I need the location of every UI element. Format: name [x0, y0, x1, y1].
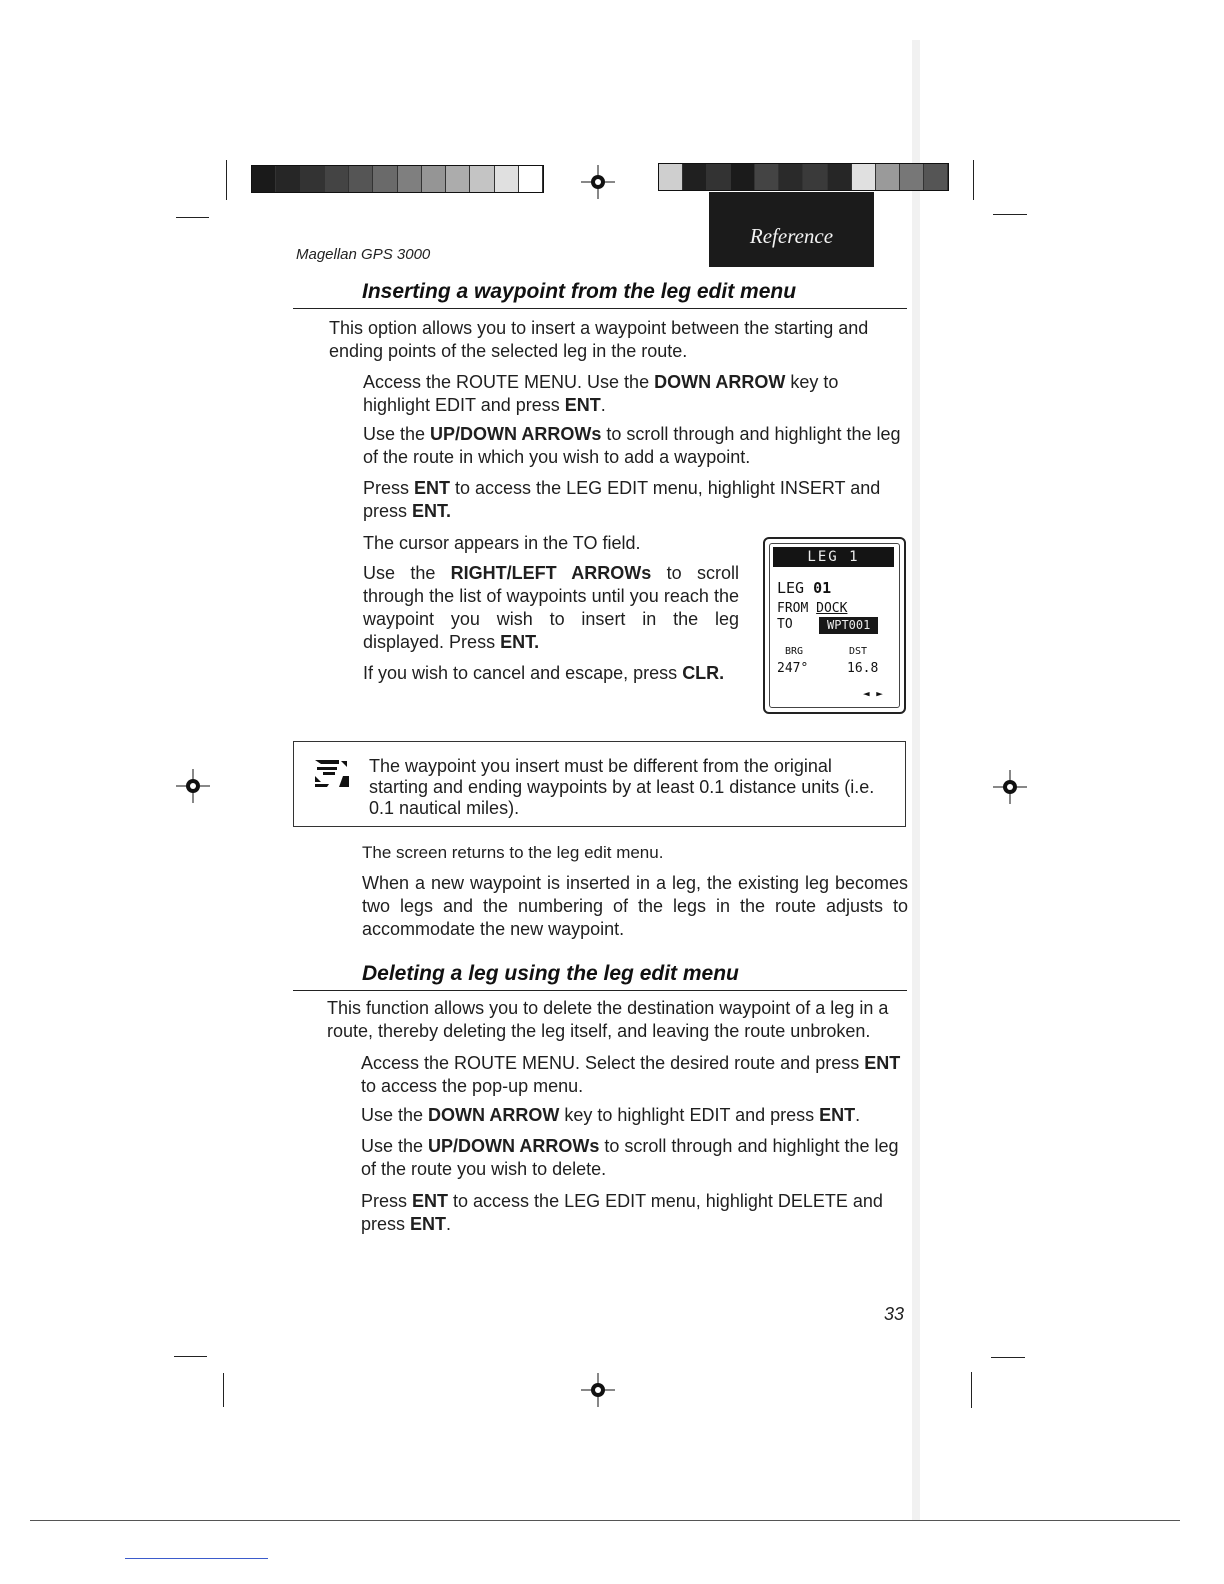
- section1-intro: This option allows you to insert a waypoint between the starting and ending points of the selected leg in the route.: [329, 318, 869, 361]
- lcd-to-row: TO: [777, 617, 793, 632]
- section1-step1: Access the ROUTE MENU. Use the DOWN ARROW key to highlight EDIT and press ENT.: [363, 372, 839, 415]
- section2-step2: Use the DOWN ARROW key to highlight EDIT and press ENT.: [361, 1105, 861, 1125]
- page-edge: [30, 1520, 1180, 1521]
- section1-step5: Use the RIGHT/LEFT ARROWs to scroll through the list of waypoints until you reach the waypoint you wish to insert in the leg displayed. Press ENT.: [363, 563, 739, 652]
- lcd-leg-row: LEG 01: [777, 579, 832, 597]
- section-rule: [293, 990, 907, 991]
- scan-shadow: [912, 40, 920, 1520]
- crop-mark: [223, 1373, 224, 1407]
- gps-lcd-screen: [763, 537, 906, 714]
- section2-step3: Use the UP/DOWN ARROWs to scroll through and highlight the leg of the route you wish to delete.: [361, 1136, 899, 1179]
- reference-tab-label: Reference: [749, 224, 834, 248]
- section1-step2: Use the UP/DOWN ARROWs to scroll through and highlight the leg of the route in which you wish to add a waypoint.: [363, 424, 901, 467]
- lcd-dst-value: 16.8: [847, 661, 879, 676]
- registration-mark-icon: [176, 769, 210, 803]
- lcd-title: LEG 1: [773, 547, 894, 567]
- note-box: [293, 741, 906, 827]
- crop-mark: [174, 1356, 207, 1357]
- section1-after1: The screen returns to the leg edit menu.: [362, 843, 664, 862]
- crop-mark: [971, 1372, 972, 1408]
- section1-step6: If you wish to cancel and escape, press CLR.: [363, 663, 725, 683]
- registration-mark-icon: [581, 1373, 615, 1407]
- section1-step4: The cursor appears in the TO field.: [363, 533, 641, 553]
- note-icon: [313, 758, 351, 788]
- note-text: The waypoint you insert must be different from the original starting and ending waypoints by at least 0.1 distance units (i.e. 0.1 nautical miles).: [369, 756, 875, 818]
- section-title-insert: Inserting a waypoint from the leg edit menu: [362, 280, 797, 303]
- reference-tab: [709, 192, 874, 267]
- lcd-to-waypoint-highlight: WPT001: [819, 617, 878, 634]
- document-source: Magellan GPS 3000: [296, 246, 431, 263]
- registration-mark-icon: [993, 770, 1027, 804]
- lcd-from-row: FROM DOCK: [777, 601, 848, 616]
- crop-mark: [973, 160, 974, 200]
- crop-mark: [991, 1357, 1025, 1358]
- blue-edge-line: [125, 1558, 268, 1559]
- registration-mark-icon: [581, 165, 615, 199]
- lcd-brg-label: BRG: [785, 646, 804, 657]
- section1-step3: Press ENT to access the LEG EDIT menu, highlight INSERT and press ENT.: [363, 478, 881, 521]
- crop-mark: [226, 160, 227, 200]
- lcd-brg-value: 247°: [777, 661, 809, 676]
- page-number: 33: [884, 1304, 905, 1324]
- crop-mark: [176, 217, 209, 218]
- section1-after2: When a new waypoint is inserted in a leg, the existing leg becomes two legs and the numbering of the legs in the route adjusts to accommodate the new waypoint.: [362, 873, 908, 939]
- gray-scale-bar-left: [251, 165, 544, 193]
- section-rule: [293, 308, 907, 309]
- gray-scale-bar-right: [658, 163, 949, 191]
- section2-step4: Press ENT to access the LEG EDIT menu, highlight DELETE and press ENT.: [361, 1191, 883, 1234]
- crop-mark: [993, 214, 1027, 215]
- lcd-arrow-indicators: ◄ ►: [863, 687, 883, 700]
- section-title-delete: Deleting a leg using the leg edit menu: [362, 962, 739, 985]
- section2-intro: This function allows you to delete the destination waypoint of a leg in a route, thereby deleting the leg itself, and leaving the route unbroken.: [327, 998, 889, 1041]
- lcd-dst-label: DST: [849, 646, 868, 657]
- section2-step1: Access the ROUTE MENU. Select the desired route and press ENT to access the pop-up menu.: [361, 1053, 901, 1096]
